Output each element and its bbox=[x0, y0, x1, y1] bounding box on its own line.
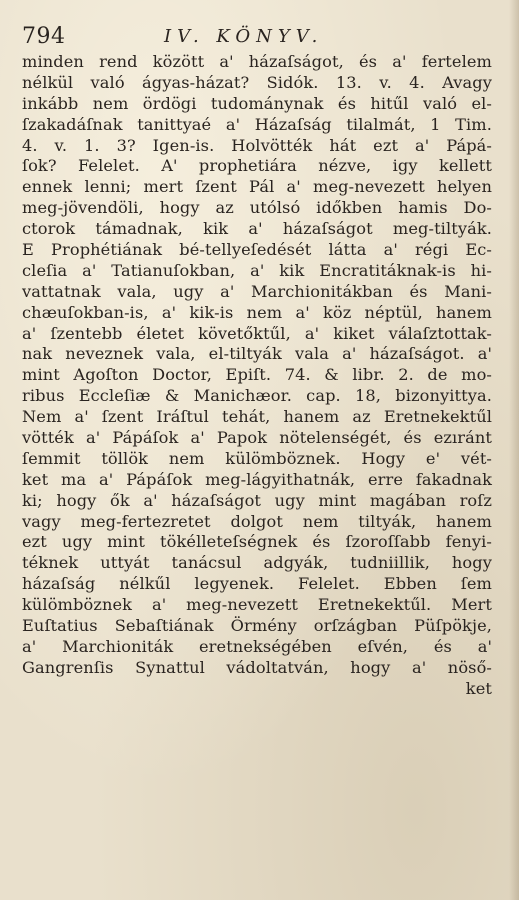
text-line: minden rend között a' házaſságot, és a' fertelem bbox=[22, 52, 492, 71]
text-line: E Prophétiának bé-tellyeſedését látta a' régi Ec- bbox=[22, 240, 492, 260]
page-edge-shadow bbox=[509, 0, 519, 900]
text-line: ſok? Felelet. A' prophetiára nézve, igy kellett bbox=[22, 156, 492, 176]
text-line: 4. v. 1. 3? Igen-is. Holvötték hát ezt a' Pápá- bbox=[22, 135, 492, 155]
text-line: téknek uttyát tanácsul adgyák, tudniillik, hogy bbox=[22, 553, 492, 573]
text-line: külömböznek a' meg-nevezett Eretnekektűl. Mert bbox=[22, 595, 492, 615]
text-line: ki; hogy ők a' házaſságot ugy mint magában roſz bbox=[22, 490, 492, 510]
text-line: ket bbox=[465, 678, 492, 698]
text-line: cleſia a' Tatianuſokban, a' kik Encratitáknak-is hi- bbox=[22, 260, 492, 280]
text-line: Gangrenſis Synattul vádoltatván, hogy a' nöső- bbox=[22, 657, 492, 677]
running-head: IV. KÖNYV. bbox=[164, 26, 324, 47]
text-line: házaſság nélkűl legyenek. Felelet. Ebben ſem bbox=[22, 574, 492, 594]
text-line: nélkül való ágyas-házat? Sidók. 13. v. 4. Avagy bbox=[22, 72, 492, 92]
body-text bbox=[22, 52, 492, 700]
text-line: Nem a' ſzent Iráſtul tehát, hanem az Eretnekektűl bbox=[22, 407, 492, 427]
text-line: nak neveznek vala, el-tiltyák vala a' házaſságot. a' bbox=[22, 344, 492, 364]
text-line: ctorok támadnak, kik a' házaſságot meg-tiltyák. bbox=[22, 219, 492, 239]
page-header bbox=[22, 24, 502, 52]
text-line: ribus Eccleſiæ & Manichæor. cap. 18, bizonyittya. bbox=[22, 386, 492, 406]
page-number: 794 bbox=[22, 24, 66, 49]
text-line: vagy meg-fertezretet dolgot nem tiltyák, hanem bbox=[22, 511, 492, 531]
text-line: ennek lenni; mert ſzent Pál a' meg-nevezett helyen bbox=[22, 177, 492, 197]
text-line: ſemmit töllök nem külömböznek. Hogy e' vét- bbox=[22, 448, 492, 468]
text-line: Euſtatius Sebaſtiának Örmény orſzágban Püſpökje, bbox=[22, 616, 492, 636]
text-line: inkább nem ördögi tudománynak és hitűl való el- bbox=[22, 93, 492, 113]
text-line: chæuſokban-is, a' kik-is nem a' köz néptül, hanem bbox=[22, 302, 492, 322]
text-line: ſzakadáſnak tanittyaé a' Házaſság tilalmát, 1 Tim. bbox=[22, 114, 492, 134]
text-line: a' Marchioniták eretnekségében eſvén, és a' bbox=[22, 636, 492, 656]
text-line: vötték a' Pápáſok a' Papok nötelenségét, és ezıránt bbox=[22, 428, 492, 448]
text-line: meg-jövendöli, hogy az utólsó időkben hamis Do- bbox=[22, 198, 492, 218]
text-line: mint Agoſton Doctor, Epiſt. 74. & libr. 2. de mo- bbox=[22, 365, 492, 385]
text-line: ket ma a' Pápáſok meg-lágyithatnák, erre fakadnak bbox=[22, 469, 492, 489]
text-line: a' ſzentebb életet követőktűl, a' kiket válaſztottak- bbox=[22, 323, 492, 343]
text-line: vattatnak vala, ugy a' Marchionitákban és Mani- bbox=[22, 281, 492, 301]
text-line: ezt ugy mint tökélleteſségnek és ſzoroſſabb fenyi- bbox=[22, 532, 492, 552]
